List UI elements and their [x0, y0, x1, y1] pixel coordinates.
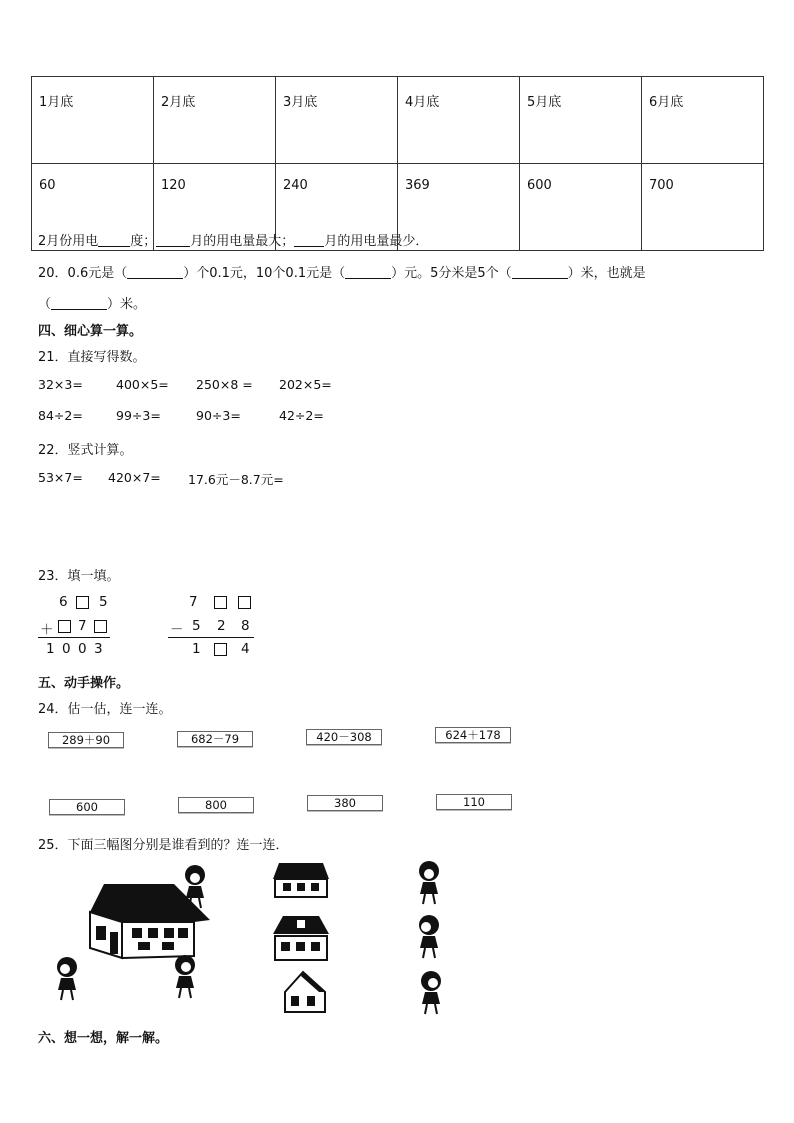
table-value-cell: 700 [642, 164, 764, 251]
table-value-cell: 369 [398, 164, 520, 251]
table-value-cell: 600 [520, 164, 642, 251]
table-header-cell: 2月底 [154, 77, 276, 164]
table-value-cell: 60 [32, 164, 154, 251]
expression-card[interactable]: 420－308 [306, 729, 382, 745]
mental-math-item: 202×5= [279, 377, 332, 392]
answer-blank[interactable] [294, 234, 324, 247]
mental-math-item: 32×3= [38, 377, 83, 392]
mental-math-item: 250×8 = [196, 377, 253, 392]
table-header-cell: 1月底 [32, 77, 154, 164]
vertical-calc-item: 17.6元－8.7元= [188, 472, 284, 487]
digit: 0 [62, 641, 71, 657]
vertical-calc-item: 420×7= [108, 470, 161, 485]
plus-sign: ＋ [40, 622, 54, 638]
answer-blank[interactable] [127, 266, 183, 279]
table-header-cell: 6月底 [642, 77, 764, 164]
digit: 7 [78, 618, 87, 634]
meter-reading-table [31, 76, 764, 251]
minus-sign: － [170, 622, 184, 638]
question-label: 24．估一估，连一连。 [38, 702, 172, 717]
blank-square[interactable] [238, 596, 251, 609]
mental-math-item: 84÷2= [38, 408, 83, 423]
question-label: 23．填一填。 [38, 569, 120, 584]
digit: 5 [192, 618, 201, 634]
answer-card[interactable]: 600 [49, 799, 125, 815]
digit: 0 [78, 641, 87, 657]
expression-card[interactable]: 682－79 [177, 731, 253, 747]
section-heading: 六、想一想，解一解。 [38, 1031, 169, 1046]
expression-card[interactable]: 624＋178 [435, 727, 511, 743]
difference-line [168, 637, 254, 638]
answer-card[interactable]: 380 [307, 795, 383, 811]
q19-line: 2月份用电 度； 月的用电量最大； 月的用电量最少． [38, 234, 429, 249]
house-view-front [271, 914, 331, 964]
child-figure [170, 954, 200, 1000]
sum-line [38, 637, 110, 638]
answer-blank[interactable] [51, 297, 107, 310]
answer-card[interactable]: 110 [436, 794, 512, 810]
child-figure [414, 914, 444, 960]
digit: 8 [241, 618, 250, 634]
mental-math-item: 90÷3= [196, 408, 241, 423]
blank-square[interactable] [214, 643, 227, 656]
blank-square[interactable] [214, 596, 227, 609]
digit: 2 [217, 618, 226, 634]
answer-blank[interactable] [98, 234, 130, 247]
house-view-side [271, 861, 331, 899]
expression-card[interactable]: 289＋90 [48, 732, 124, 748]
table-header-cell: 3月底 [276, 77, 398, 164]
mental-math-item: 400×5= [116, 377, 169, 392]
table-header-row [32, 77, 764, 164]
q20-line2: （ ）米。 [38, 297, 147, 312]
question-label: 22．竖式计算。 [38, 443, 133, 458]
digit: 3 [94, 641, 103, 657]
digit: 5 [99, 594, 108, 610]
digit: 7 [189, 594, 198, 610]
answer-blank[interactable] [345, 266, 391, 279]
child-figure [414, 860, 444, 906]
blank-square[interactable] [58, 620, 71, 633]
vertical-calc-item: 53×7= [38, 470, 83, 485]
section-heading: 四、细心算一算。 [38, 324, 143, 339]
digit: 1 [192, 641, 201, 657]
answer-blank[interactable] [512, 266, 568, 279]
table-header-cell: 4月底 [398, 77, 520, 164]
table-value-cell: 240 [276, 164, 398, 251]
digit: 6 [59, 594, 68, 610]
table-header-cell: 5月底 [520, 77, 642, 164]
child-figure [180, 864, 210, 910]
question-label: 21．直接写得数。 [38, 350, 146, 365]
blank-square[interactable] [76, 596, 89, 609]
answer-blank[interactable] [156, 234, 190, 247]
child-figure [416, 970, 446, 1016]
mental-math-item: 99÷3= [116, 408, 161, 423]
child-figure [52, 956, 82, 1002]
house-view-end [281, 970, 331, 1016]
mental-math-item: 42÷2= [279, 408, 324, 423]
q20-line1: 20．0.6元是（ ）个0.1元，10个0.1元是（ ）元。5分米是5个（ ）米，也就是 [38, 266, 646, 281]
question-label: 25．下面三幅图分别是谁看到的？连一连． [38, 838, 289, 853]
digit: 1 [46, 641, 55, 657]
digit: 4 [241, 641, 250, 657]
answer-card[interactable]: 800 [178, 797, 254, 813]
table-value-cell: 120 [154, 164, 276, 251]
blank-square[interactable] [94, 620, 107, 633]
section-heading: 五、动手操作。 [38, 676, 130, 691]
